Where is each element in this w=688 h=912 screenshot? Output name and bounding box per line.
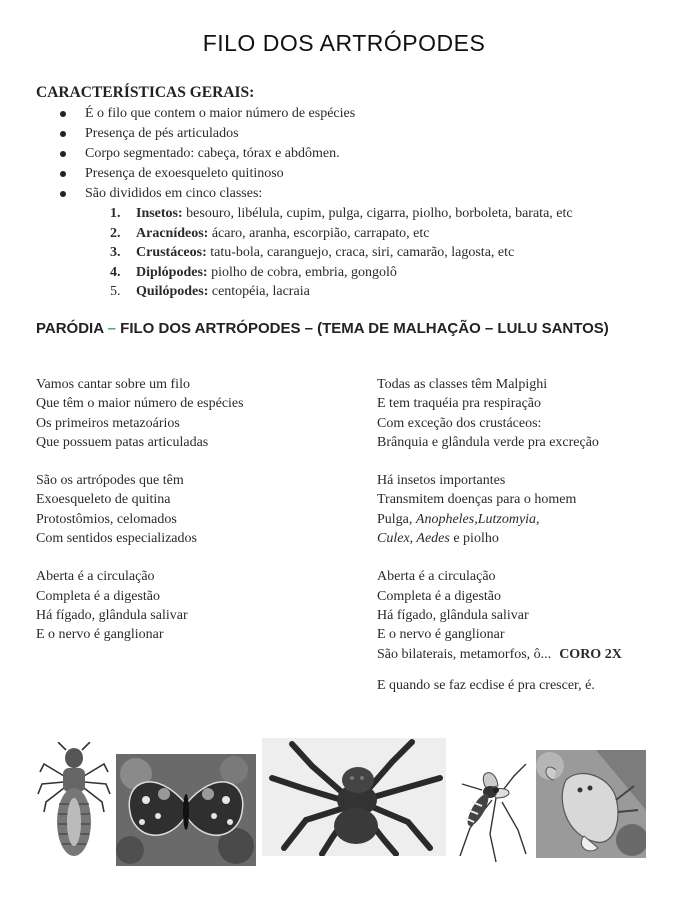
stanza: Aberta é a circulação Completa é a digestão Há fígado, glândula salivar E o nervo é ganglionar São bilaterais, metamorfos, ô... CORO 2X: [377, 569, 622, 662]
arthropod-images: [0, 738, 688, 908]
classes-list: [110, 204, 573, 302]
lyrics-right-column: [377, 375, 677, 694]
class-item: 1. Insetos: besouro, libélula, cupim, pulga, cigarra, piolho, borboleta, barata, etc: [110, 206, 573, 221]
list-item: É o filo que contem o maior número de espécies: [60, 104, 355, 124]
lyrics-left-column: [36, 375, 356, 664]
class-item: 5. Quilópodes: centopéia, lacraia: [110, 284, 310, 299]
page-title: FILO DOS ARTRÓPODES: [202, 30, 486, 56]
stanza: São os artrópodes que têm Exoesqueleto de quitina Protostômios, celomados Com sentidos especializados: [36, 473, 197, 547]
final-line: E quando se faz ecdise é pra crescer, é.: [377, 677, 595, 693]
bullet-icon: [60, 171, 66, 177]
butterfly-photo: [116, 754, 256, 866]
tarantula-photo: [262, 738, 446, 856]
bullet-icon: [60, 111, 66, 117]
stanza: Todas as classes têm Malpighi E tem traquéia pra respiração Com exceção dos crustáceos: Brânquia e glândula verde pra excreção: [377, 377, 599, 450]
chorus-marker: CORO 2X: [559, 646, 622, 662]
stanza: Aberta é a circulação Completa é a digestão Há fígado, glândula salivar E o nervo é ganglionar: [36, 569, 188, 643]
list-item: Presença de exoesqueleto quitinoso: [60, 164, 355, 184]
class-item: 4. Diplópodes: piolho de cobra, embria, gongolô: [110, 264, 397, 280]
class-item: 3. Crustáceos: tatu-bola, caranguejo, craca, siri, camarão, lagosta, etc: [110, 245, 515, 260]
parody-heading: PARÓDIA – FILO DOS ARTRÓPODES – (TEMA DE MALHAÇÃO – LULU SANTOS): [36, 320, 609, 337]
bullet-icon: [60, 191, 66, 197]
crab-photo: [536, 750, 646, 858]
general-characteristics-heading: CARACTERÍSTICAS GERAIS:: [36, 84, 255, 101]
stanza: Vamos cantar sobre um filo Que têm o maior número de espécies Os primeiros metazoários Que possuem patas articuladas: [36, 377, 244, 450]
list-item: São divididos em cinco classes:: [60, 184, 355, 204]
characteristics-list: [60, 104, 355, 204]
bullet-icon: [60, 131, 66, 137]
stanza: Há insetos importantes Transmitem doenças para o homem Pulga, Anopheles,Lutzomyia, Culex, Aedes e piolho: [377, 473, 577, 547]
list-item: Corpo segmentado: cabeça, tórax e abdômen.: [60, 144, 355, 164]
class-item: 2. Aracnídeos: ácaro, aranha, escorpião, carrapato, etc: [110, 225, 430, 241]
list-item: Presença de pés articulados: [60, 124, 355, 144]
bullet-icon: [60, 151, 66, 157]
louse-illustration: [36, 742, 112, 860]
mosquito-illustration: [456, 764, 532, 864]
